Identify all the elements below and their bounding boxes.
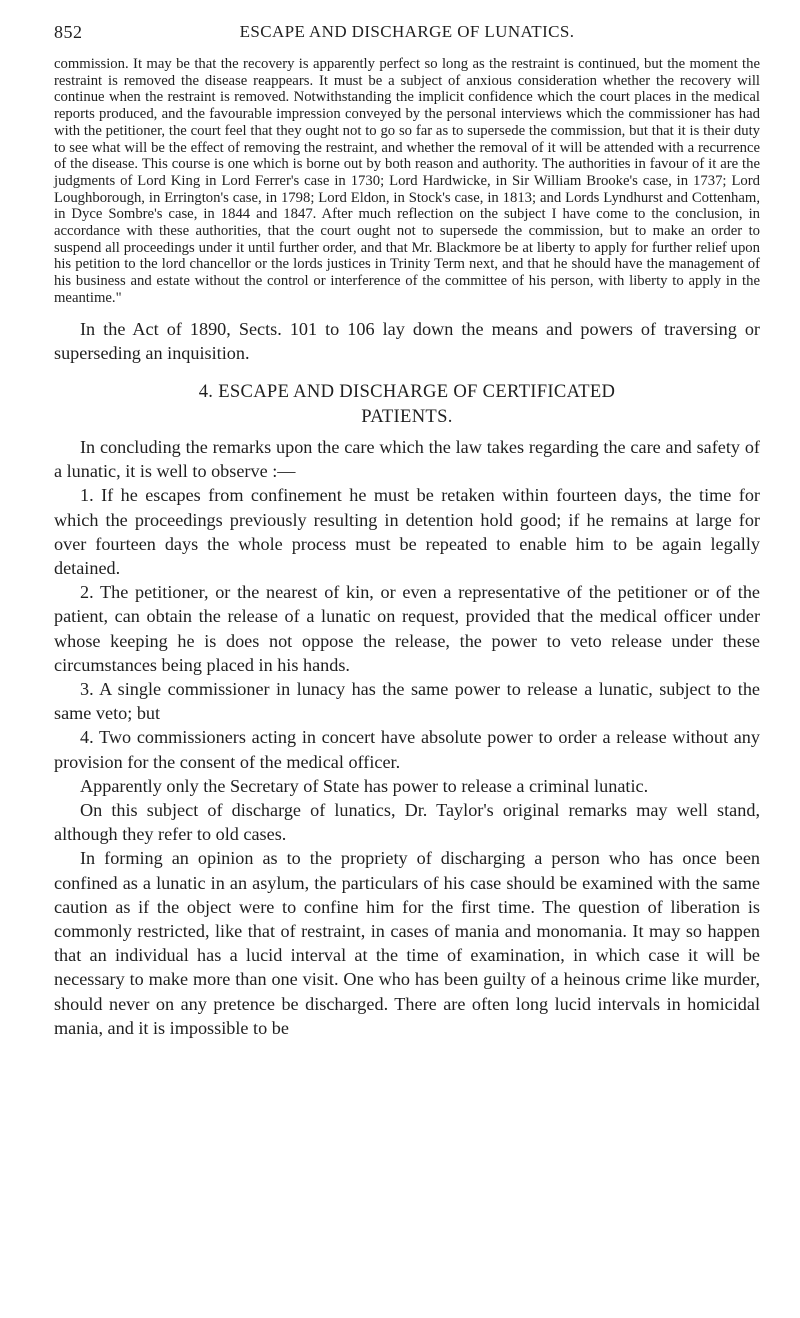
page-number: 852 bbox=[54, 22, 83, 42]
book-page bbox=[54, 22, 760, 1040]
running-title: ESCAPE AND DISCHARGE OF LUNATICS. bbox=[239, 22, 575, 41]
act-paragraph: In the Act of 1890, Sects. 101 to 106 lay down the means and powers of traversing or superseding an inquisition. bbox=[54, 318, 760, 363]
discharge-opinion-paragraph: In forming an opinion as to the propriety of discharging a person who has once been confined as a lunatic in an asylum, the particulars of his case should be examined with the same caution as if the object were to confine him for the first time. The question of liberation is commonly restricted, like that of restraint, in cases of mania and monomania. It may so happen that an individual has a lucid interval at the time of examination, in which case it will be necessary to make more than one visit. One who has been guilty of a heinous crime like murder, should never on any pretence be discharged. There are often long lucid intervals in homicidal mania, and it is impossible to be bbox=[54, 848, 760, 1038]
rule-4-paragraph: 4. Two commissioners acting in concert have absolute power to order a release without any provision for the consent of the medical officer. bbox=[54, 727, 760, 772]
rule-2-paragraph: 2. The petitioner, or the nearest of kin, or even a representative of the petitioner or of the patient, can obtain the release of a lunatic on request, provided that the medical officer under whose keeping he is does not oppose the release, the power to veto release under these circumstances being placed in his hands. bbox=[54, 582, 760, 675]
section-heading bbox=[54, 379, 760, 429]
secretary-of-state-paragraph: Apparently only the Secretary of State has power to release a criminal lunatic. bbox=[80, 775, 649, 796]
intro-paragraph: In concluding the remarks upon the care which the law takes regarding the care and safety of a lunatic, it is well to observe :— bbox=[54, 436, 760, 482]
taylor-remarks-paragraph: On this subject of discharge of lunatics, Dr. Taylor's original remarks may well stand, although they refer to old cases. bbox=[54, 800, 760, 845]
rule-3-paragraph: 3. A single commissioner in lunacy has the same power to release a lunatic, subject to the same veto; but bbox=[54, 678, 760, 724]
section-heading-line-1: 4. ESCAPE AND DISCHARGE OF CERTIFICATED bbox=[198, 380, 616, 402]
quoted-judgment-paragraph: commission. It may be that the recovery is apparently perfect so long as the restraint is continued, but the moment the restraint is removed the disease reappears. It must be a subject of anxious consideration whether the recovery will continue when the restraint is removed. Notwithstanding the implicit confidence which the court places in the medical reports produced, and the favourable impression conveyed by the personal interviews which the commissioner has had with the petitioner, the court feel that they ought not to go so far as to supersede the commission, but that it is their duty to see what will be the effect of removing the restraint, and whether the removal of it will be attended with a recurrence of the disease. This course is one which is borne out by both reason and authority. The authorities in favour of it are the judgments of Lord King in Lord Ferrer's case in 1730; Lord Hardwicke, in Sir William Brooke's case, in 1737; Lord Loughborough, in Errington's case, in 1798; Lord Eldon, in Stock's case, in 1813; and Lords Lyndhurst and Cottenham, in Dyce Sombre's case, in 1844 and 1847. After much reflection on the subject I have come to the conclusion, in accordance with these authorities, that the court ought not to supersede the commission, but to make an order to suspend all proceedings under it until further order, and that Mr. Blackmore be at liberty to apply for further relief upon his petition to the lord chancellor or the lords justices in Trinity Term next, and that he should have the management of his business and estate without the control or interference of the committee of his person, with liberty to apply in the meantime." bbox=[54, 56, 760, 306]
running-head bbox=[54, 22, 760, 48]
section-heading-line-2: PATIENTS. bbox=[361, 405, 453, 427]
rule-1-paragraph: 1. If he escapes from confinement he must be retaken within fourteen days, the time for which the proceedings previously resulting in detention hold good; if he remains at large for over fourteen days the whole process must be repeated to enable him to be again legally detained. bbox=[54, 485, 760, 578]
